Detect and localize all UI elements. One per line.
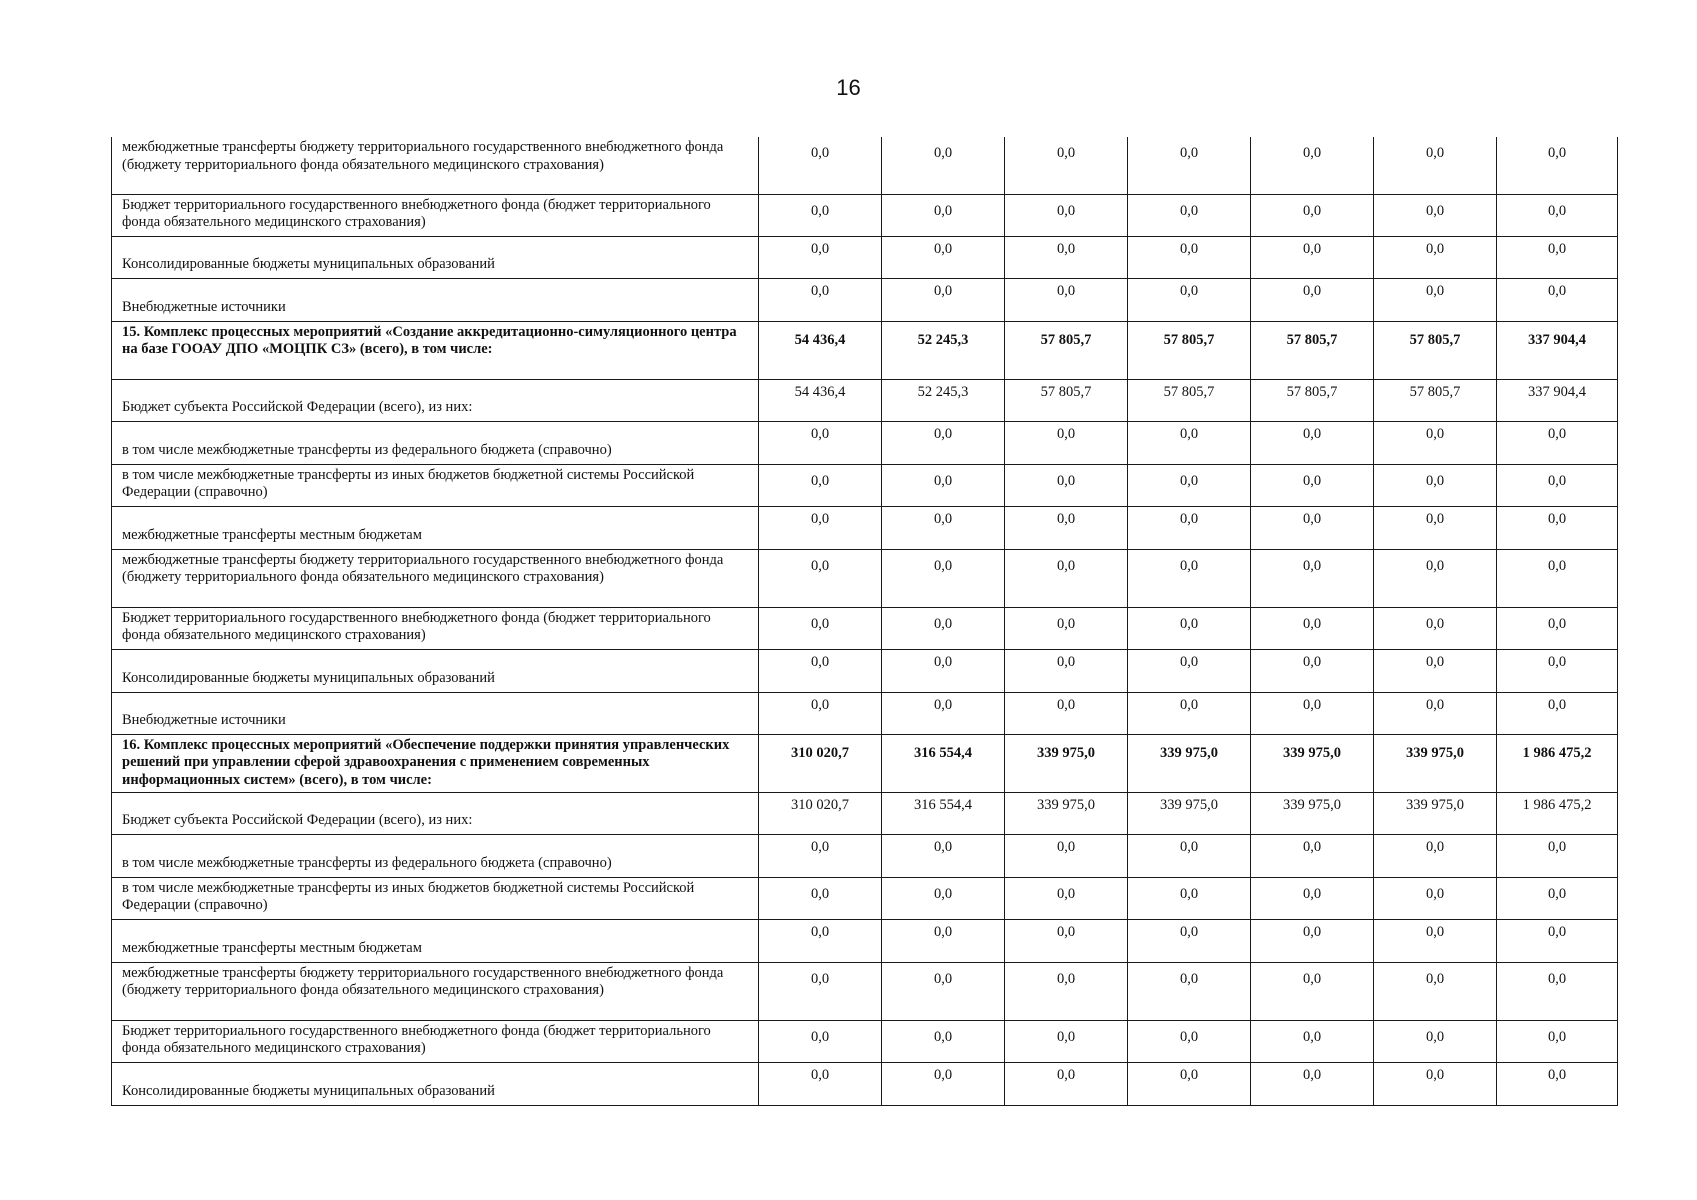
value-cell: 339 975,0: [1374, 792, 1497, 834]
value-cell: 0,0: [1005, 464, 1128, 506]
value-cell: 339 975,0: [1005, 734, 1128, 792]
value-cell: 0,0: [1374, 236, 1497, 278]
value-cell: 0,0: [1497, 649, 1618, 692]
value-cell: 0,0: [1128, 194, 1251, 236]
value-cell: 0,0: [882, 877, 1005, 919]
value-cell: 0,0: [882, 692, 1005, 734]
budget-table-body: [112, 137, 1618, 1105]
row-label: Консолидированные бюджеты муниципальных образований: [112, 649, 759, 692]
value-cell: 0,0: [1005, 919, 1128, 962]
value-cell: 57 805,7: [1005, 321, 1128, 379]
value-cell: 57 805,7: [1251, 321, 1374, 379]
value-cell: 0,0: [759, 607, 882, 649]
value-cell: 0,0: [1251, 692, 1374, 734]
value-cell: 0,0: [882, 834, 1005, 877]
value-cell: 0,0: [759, 692, 882, 734]
table-row: [112, 877, 1618, 919]
value-cell: 0,0: [1374, 962, 1497, 1020]
value-cell: 0,0: [1128, 421, 1251, 464]
value-cell: 0,0: [1497, 137, 1618, 194]
value-cell: 0,0: [1128, 919, 1251, 962]
value-cell: 57 805,7: [1374, 321, 1497, 379]
value-cell: 57 805,7: [1128, 321, 1251, 379]
row-label: 16. Комплекс процессных мероприятий «Обеспечение поддержки принятия управленческих решений при управлении сферой здравоохранения с применением современных информационных систем» (всего), в том числе:: [112, 734, 759, 792]
value-cell: 0,0: [1497, 607, 1618, 649]
value-cell: 316 554,4: [882, 792, 1005, 834]
value-cell: 52 245,3: [882, 321, 1005, 379]
value-cell: 52 245,3: [882, 379, 1005, 421]
table-row: [112, 421, 1618, 464]
value-cell: 0,0: [1374, 549, 1497, 607]
value-cell: 0,0: [1251, 236, 1374, 278]
value-cell: 0,0: [1251, 962, 1374, 1020]
value-cell: 0,0: [1005, 137, 1128, 194]
value-cell: 0,0: [1005, 1020, 1128, 1062]
value-cell: 0,0: [1497, 877, 1618, 919]
value-cell: 0,0: [1005, 962, 1128, 1020]
value-cell: 0,0: [1374, 919, 1497, 962]
value-cell: 0,0: [1128, 607, 1251, 649]
value-cell: 339 975,0: [1251, 792, 1374, 834]
value-cell: 339 975,0: [1374, 734, 1497, 792]
value-cell: 57 805,7: [1128, 379, 1251, 421]
value-cell: 0,0: [1374, 834, 1497, 877]
table-row: [112, 919, 1618, 962]
value-cell: 0,0: [1251, 549, 1374, 607]
value-cell: 0,0: [759, 194, 882, 236]
value-cell: 0,0: [1251, 1020, 1374, 1062]
value-cell: 0,0: [1497, 834, 1618, 877]
row-label: в том числе межбюджетные трансферты из федерального бюджета (справочно): [112, 421, 759, 464]
table-row: [112, 607, 1618, 649]
value-cell: 0,0: [1128, 1062, 1251, 1105]
table-row: [112, 321, 1618, 379]
value-cell: 0,0: [759, 421, 882, 464]
value-cell: 0,0: [1497, 549, 1618, 607]
table-row: [112, 464, 1618, 506]
value-cell: 310 020,7: [759, 792, 882, 834]
value-cell: 339 975,0: [1251, 734, 1374, 792]
value-cell: 0,0: [1251, 137, 1374, 194]
value-cell: 0,0: [759, 834, 882, 877]
value-cell: 0,0: [882, 278, 1005, 321]
value-cell: 57 805,7: [1374, 379, 1497, 421]
value-cell: 0,0: [759, 1020, 882, 1062]
value-cell: 0,0: [882, 962, 1005, 1020]
table-row: [112, 792, 1618, 834]
row-label: межбюджетные трансферты бюджету территориального государственного внебюджетного фонда (бюджету территориального фонда обязательного медицинского страхования): [112, 137, 759, 194]
value-cell: 339 975,0: [1128, 734, 1251, 792]
value-cell: 0,0: [1374, 1020, 1497, 1062]
value-cell: 0,0: [1005, 607, 1128, 649]
value-cell: 0,0: [1374, 607, 1497, 649]
value-cell: 0,0: [1251, 278, 1374, 321]
value-cell: 0,0: [759, 919, 882, 962]
value-cell: 0,0: [759, 877, 882, 919]
value-cell: 0,0: [882, 137, 1005, 194]
value-cell: 0,0: [1251, 607, 1374, 649]
value-cell: 0,0: [1005, 1062, 1128, 1105]
value-cell: 310 020,7: [759, 734, 882, 792]
page-number: 16: [836, 75, 861, 100]
value-cell: 0,0: [1005, 278, 1128, 321]
value-cell: 0,0: [1128, 278, 1251, 321]
value-cell: 0,0: [1497, 194, 1618, 236]
budget-table: [111, 137, 1618, 1106]
value-cell: 0,0: [882, 1062, 1005, 1105]
value-cell: 0,0: [1374, 464, 1497, 506]
value-cell: 0,0: [882, 194, 1005, 236]
value-cell: 0,0: [1005, 834, 1128, 877]
value-cell: 0,0: [1005, 236, 1128, 278]
table-row: [112, 692, 1618, 734]
row-label: межбюджетные трансферты местным бюджетам: [112, 919, 759, 962]
table-row: [112, 236, 1618, 278]
value-cell: 339 975,0: [1128, 792, 1251, 834]
value-cell: 0,0: [1374, 649, 1497, 692]
value-cell: 0,0: [1374, 421, 1497, 464]
value-cell: 0,0: [759, 506, 882, 549]
row-label: Внебюджетные источники: [112, 692, 759, 734]
value-cell: 0,0: [882, 464, 1005, 506]
value-cell: 0,0: [1497, 962, 1618, 1020]
value-cell: 0,0: [882, 1020, 1005, 1062]
value-cell: 0,0: [1251, 877, 1374, 919]
value-cell: 0,0: [1497, 506, 1618, 549]
value-cell: 0,0: [1251, 506, 1374, 549]
row-label: Бюджет территориального государственного внебюджетного фонда (бюджет территориального фонда обязательного медицинского страхования): [112, 607, 759, 649]
value-cell: 1 986 475,2: [1497, 792, 1618, 834]
value-cell: 0,0: [1128, 549, 1251, 607]
value-cell: 0,0: [1497, 1062, 1618, 1105]
row-label: Консолидированные бюджеты муниципальных образований: [112, 1062, 759, 1105]
value-cell: 0,0: [1128, 506, 1251, 549]
value-cell: 0,0: [1128, 692, 1251, 734]
value-cell: 0,0: [882, 649, 1005, 692]
table-row: [112, 278, 1618, 321]
value-cell: 0,0: [1374, 692, 1497, 734]
value-cell: 0,0: [882, 236, 1005, 278]
table-row: [112, 734, 1618, 792]
value-cell: 0,0: [1128, 877, 1251, 919]
table-row: [112, 549, 1618, 607]
row-label: в том числе межбюджетные трансферты из иных бюджетов бюджетной системы Российской Федерации (справочно): [112, 877, 759, 919]
value-cell: 0,0: [1128, 834, 1251, 877]
value-cell: 0,0: [1251, 194, 1374, 236]
value-cell: 339 975,0: [1005, 792, 1128, 834]
value-cell: 0,0: [1497, 421, 1618, 464]
value-cell: 0,0: [1251, 1062, 1374, 1105]
row-label: Бюджет территориального государственного внебюджетного фонда (бюджет территориального фонда обязательного медицинского страхования): [112, 1020, 759, 1062]
value-cell: 0,0: [1005, 692, 1128, 734]
table-row: [112, 137, 1618, 194]
table-row: [112, 506, 1618, 549]
value-cell: 0,0: [1128, 137, 1251, 194]
value-cell: 0,0: [1005, 194, 1128, 236]
table-row: [112, 194, 1618, 236]
value-cell: 1 986 475,2: [1497, 734, 1618, 792]
value-cell: 0,0: [1497, 236, 1618, 278]
value-cell: 0,0: [1251, 919, 1374, 962]
value-cell: 0,0: [759, 649, 882, 692]
table-row: [112, 962, 1618, 1020]
value-cell: 0,0: [1374, 1062, 1497, 1105]
value-cell: 0,0: [1005, 549, 1128, 607]
value-cell: 0,0: [1005, 421, 1128, 464]
value-cell: 0,0: [1251, 421, 1374, 464]
row-label: Бюджет субъекта Российской Федерации (всего), из них:: [112, 379, 759, 421]
value-cell: 0,0: [1251, 649, 1374, 692]
value-cell: 0,0: [759, 464, 882, 506]
value-cell: 0,0: [1005, 877, 1128, 919]
value-cell: 0,0: [1497, 464, 1618, 506]
value-cell: 0,0: [1497, 692, 1618, 734]
value-cell: 0,0: [759, 962, 882, 1020]
value-cell: 54 436,4: [759, 321, 882, 379]
value-cell: 0,0: [1128, 1020, 1251, 1062]
table-row: [112, 649, 1618, 692]
value-cell: 0,0: [1374, 278, 1497, 321]
row-label: в том числе межбюджетные трансферты из федерального бюджета (справочно): [112, 834, 759, 877]
row-label: межбюджетные трансферты местным бюджетам: [112, 506, 759, 549]
table-row: [112, 834, 1618, 877]
value-cell: 337 904,4: [1497, 379, 1618, 421]
row-label: Бюджет субъекта Российской Федерации (всего), из них:: [112, 792, 759, 834]
row-label: в том числе межбюджетные трансферты из иных бюджетов бюджетной системы Российской Федерации (справочно): [112, 464, 759, 506]
value-cell: 0,0: [882, 607, 1005, 649]
value-cell: 0,0: [882, 919, 1005, 962]
value-cell: 57 805,7: [1251, 379, 1374, 421]
value-cell: 0,0: [759, 236, 882, 278]
value-cell: 0,0: [759, 1062, 882, 1105]
value-cell: 0,0: [1005, 649, 1128, 692]
row-label: 15. Комплекс процессных мероприятий «Создание аккредитационно-симуляционного центра на базе ГООАУ ДПО «МОЦПК СЗ» (всего), в том числе:: [112, 321, 759, 379]
row-label: Бюджет территориального государственного внебюджетного фонда (бюджет территориального фонда обязательного медицинского страхования): [112, 194, 759, 236]
value-cell: 316 554,4: [882, 734, 1005, 792]
row-label: Консолидированные бюджеты муниципальных образований: [112, 236, 759, 278]
value-cell: 0,0: [1374, 877, 1497, 919]
value-cell: 0,0: [1374, 506, 1497, 549]
value-cell: 0,0: [1005, 506, 1128, 549]
value-cell: 0,0: [1497, 278, 1618, 321]
value-cell: 0,0: [1374, 137, 1497, 194]
value-cell: 0,0: [1251, 464, 1374, 506]
table-row: [112, 379, 1618, 421]
value-cell: 57 805,7: [1005, 379, 1128, 421]
value-cell: 0,0: [1128, 962, 1251, 1020]
value-cell: 0,0: [882, 549, 1005, 607]
row-label: межбюджетные трансферты бюджету территориального государственного внебюджетного фонда (бюджету территориального фонда обязательного медицинского страхования): [112, 549, 759, 607]
value-cell: 0,0: [759, 549, 882, 607]
value-cell: 0,0: [882, 506, 1005, 549]
value-cell: 0,0: [1497, 919, 1618, 962]
value-cell: 0,0: [1128, 649, 1251, 692]
table-row: [112, 1020, 1618, 1062]
row-label: Внебюджетные источники: [112, 278, 759, 321]
value-cell: 0,0: [1251, 834, 1374, 877]
value-cell: 0,0: [1497, 1020, 1618, 1062]
value-cell: 0,0: [1374, 194, 1497, 236]
row-label: межбюджетные трансферты бюджету территориального государственного внебюджетного фонда (бюджету территориального фонда обязательного медицинского страхования): [112, 962, 759, 1020]
value-cell: 0,0: [882, 421, 1005, 464]
value-cell: 0,0: [759, 137, 882, 194]
value-cell: 0,0: [1128, 464, 1251, 506]
table-row: [112, 1062, 1618, 1105]
value-cell: 0,0: [759, 278, 882, 321]
value-cell: 0,0: [1128, 236, 1251, 278]
value-cell: 54 436,4: [759, 379, 882, 421]
value-cell: 337 904,4: [1497, 321, 1618, 379]
